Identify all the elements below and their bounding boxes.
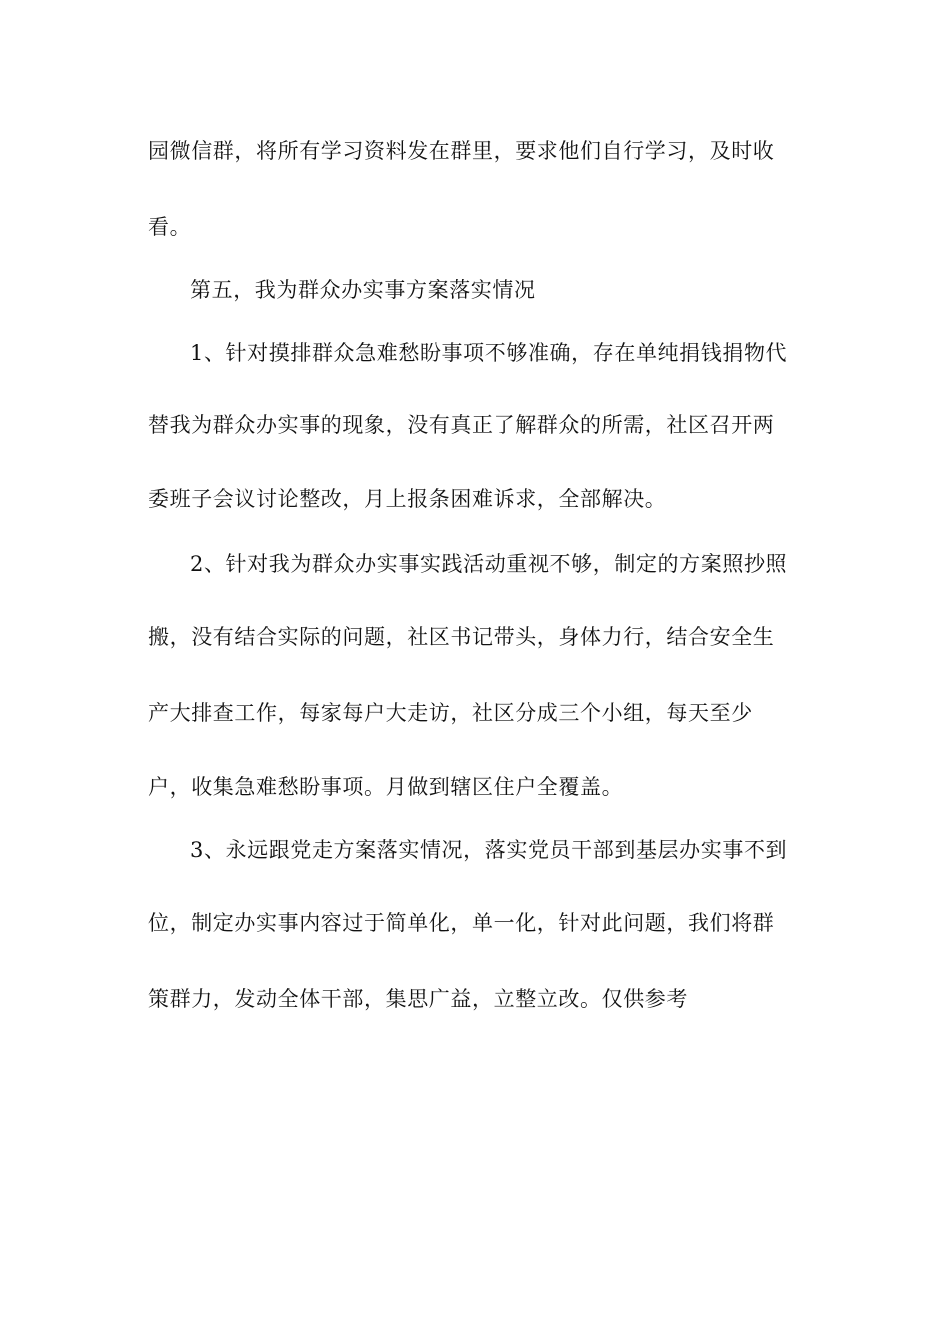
text-line: 搬，没有结合实际的问题，社区书记带头，身体力行，结合安全生 — [148, 625, 775, 649]
text-line: 1、针对摸排群众急难愁盼事项不够准确，存在单纯捐钱捐物代 — [190, 341, 788, 365]
text-line: 替我为群众办实事的现象，没有真正了解群众的所需，社区召开两 — [148, 413, 775, 437]
text-line: 产大排查工作，每家每户大走访，社区分成三个小组，每天至少 — [148, 701, 753, 725]
text-line: 3、永远跟党走方案落实情况，落实党员干部到基层办实事不到 — [190, 838, 788, 862]
text-line: 位，制定办实事内容过于简单化，单一化，针对此问题，我们将群 — [148, 911, 775, 935]
text-line: 园微信群，将所有学习资料发在群里，要求他们自行学习，及时收 — [148, 139, 775, 163]
text-line: 看。 — [148, 215, 192, 239]
text-line: 策群力，发动全体干部，集思广益，立整立改。仅供参考 — [148, 987, 688, 1011]
text-line: 户，收集急难愁盼事项。月做到辖区住户全覆盖。 — [148, 775, 624, 799]
section-heading: 第五，我为群众办实事方案落实情况 — [190, 278, 536, 302]
text-line: 2、针对我为群众办实事实践活动重视不够，制定的方案照抄照 — [190, 552, 788, 576]
text-line: 委班子会议讨论整改，月上报条困难诉求，全部解决。 — [148, 487, 667, 511]
